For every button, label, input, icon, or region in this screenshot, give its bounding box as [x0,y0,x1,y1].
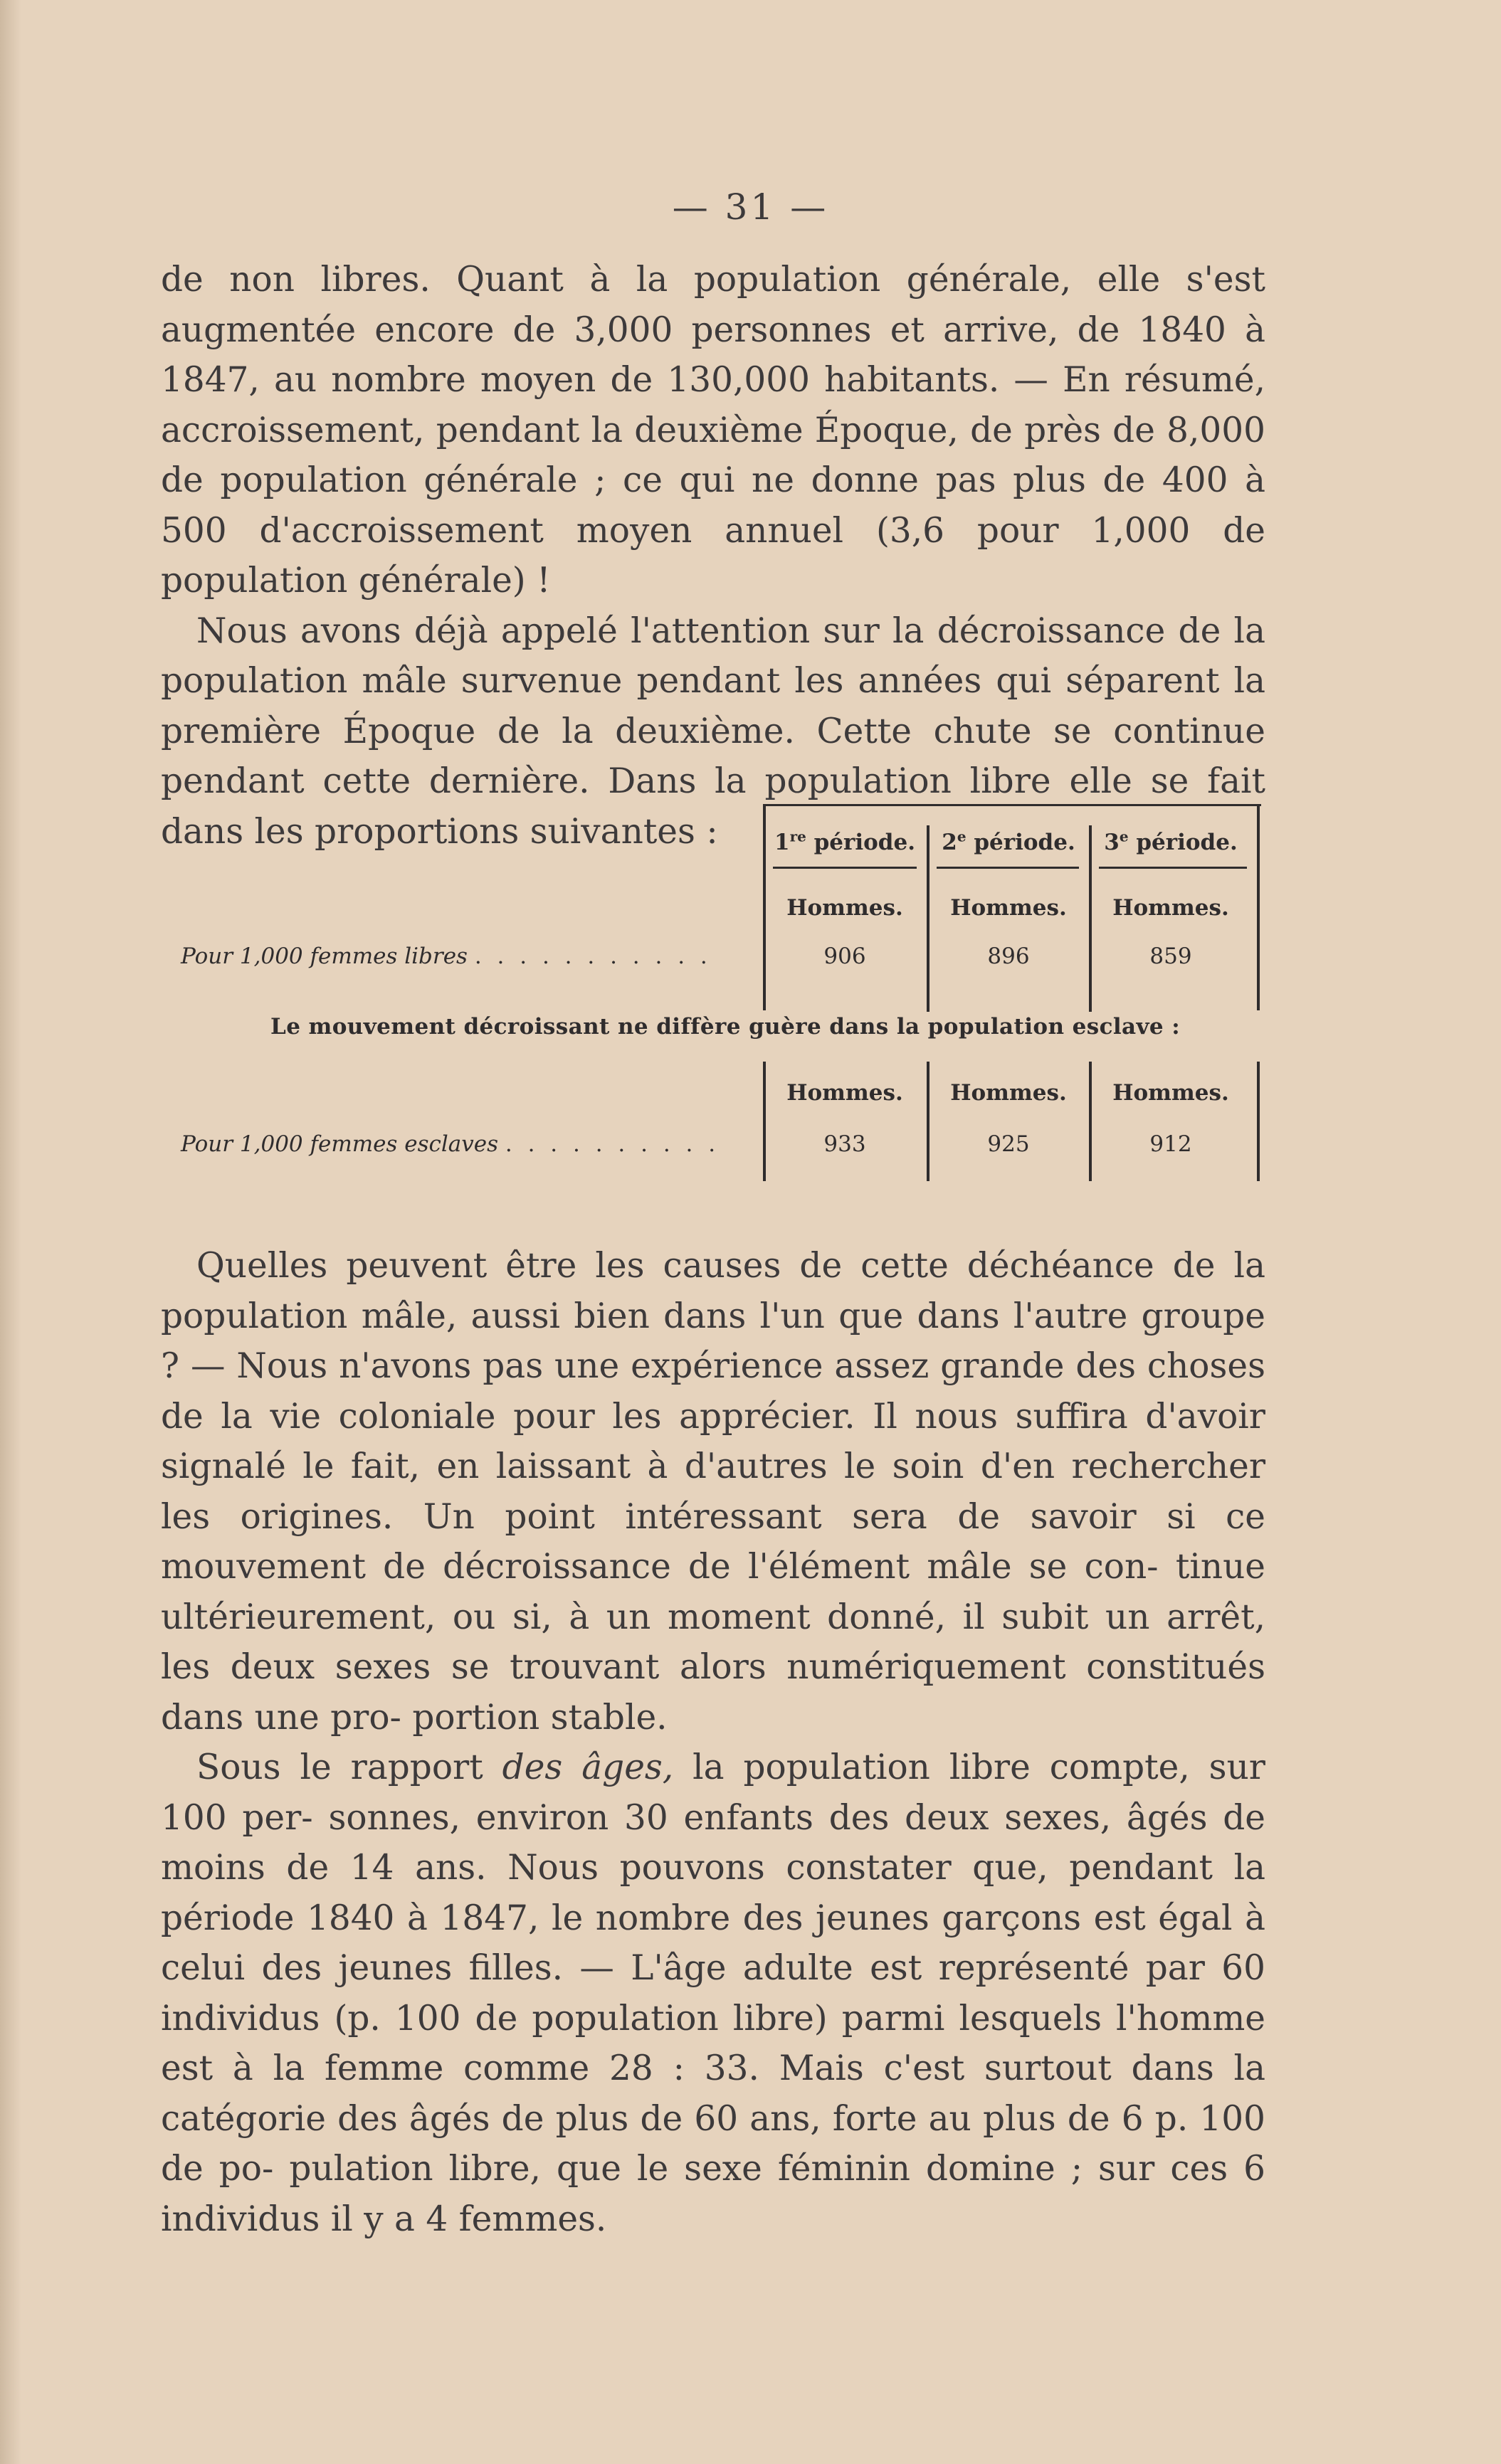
emphasis-text: des âges, [502,1747,674,1787]
value-slave-period-3: 912 [1149,1131,1192,1157]
row-label-free: Pour 1,000 femmes libres . . . . . . . . . . . [181,943,712,969]
text-line: 4 femmes. [426,2199,607,2239]
text-line: Époque, de près de 8,000 de population générale ; ce qui ne donne pas [161,410,1266,500]
text-line: de savoir si ce mouvement de décroissance de l'élément mâle se con- [161,1496,1265,1587]
text-line: d'autres le soin d'en rechercher les origines. Un point intéressant sera [161,1447,1266,1537]
text-line: deux sexes se trouvant alors numériquement constitués dans une pro- [161,1647,1266,1738]
header-period-3: 3e période. [1104,827,1238,855]
text-line: l'homme est à la femme comme 28 : 33. Mais c'est surtout dans la [161,1998,1266,2088]
text-line: portion stable. [412,1697,668,1738]
text-line: population libre elle se fait dans les proportions suivantes : [161,761,1265,852]
page-number: — 31 — [672,186,829,228]
table-vline-right-lower [1257,1062,1260,1181]
text-line: la deuxième. Cette chute se continue pendant cette dernière. Dans la [161,711,1265,801]
value-slave-period-1: 933 [823,1131,866,1157]
paragraph-ages [161,1743,1265,2244]
text-line: de 130,000 habitants. — En résumé, accroissement, pendant la deuxième [161,360,1265,450]
header-underline-2 [937,867,1079,869]
text-line: mâle survenue pendant les années qui séparent la première Époque de [161,661,1266,751]
text-line: Sous le rapport [196,1747,502,1787]
unit-label: Hommes. [950,1080,1067,1106]
text-line: les apprécier. Il nous suffira d'avoir signalé le fait, en laissant à [161,1396,1265,1486]
value-free-period-3: 859 [1149,943,1192,969]
table-vline-right [1257,804,1260,1010]
text-line: de non libres. Quant à la population générale, elle s'est augmentée [161,260,1265,350]
text-block-bottom [161,1241,1265,2244]
paragraph-continuation [161,255,1265,606]
text-line: plus de 400 à 500 d'accroissement moyen annuel (3,6 pour 1,000 de [161,460,1266,551]
text-line: la population libre compte, sur 100 per- [161,1747,1265,1838]
text-line: mâle, aussi bien dans l'un que dans l'autre groupe ? — Nous n'avons [161,1296,1265,1386]
value-free-period-1: 906 [823,943,866,969]
text-line: encore de 3,000 personnes et arrive, de 1840 à 1847, au nombre moyen [161,310,1265,400]
text-line: pulation libre, que le sexe féminin domine ; sur ces 6 individus il y a [161,2149,1265,2239]
text-line: des jeunes garçons est égal à celui des jeunes filles. — L'âge adulte est [161,1898,1265,1988]
unit-label: Hommes. [950,895,1067,921]
text-line: pas une expérience assez grande des choses de la vie coloniale pour [161,1346,1265,1437]
text-line: Nous pouvons constater que, pendant la période 1840 à 1847, le nombre [161,1848,1266,1938]
text-line: sonnes, environ 30 enfants des deux sexes, âgés de moins de 14 ans. [161,1797,1266,1888]
unit-label: Hommes. [1112,895,1229,921]
header-period-2: 2e période. [942,827,1075,855]
table-middle-text: Le mouvement décroissant ne diffère guère dans la population esclave : [270,1014,1181,1040]
page-edge-shading [0,0,21,2464]
unit-label: Hommes. [1112,1080,1229,1106]
header-underline-1 [773,867,917,869]
text-line: représenté par 60 individus (p. 100 de population libre) parmi lesquels [161,1948,1265,2039]
text-line: Nous avons déjà appelé l'attention sur la décroissance de la population [161,610,1265,701]
value-free-period-2: 896 [987,943,1030,969]
value-slave-period-2: 925 [987,1131,1030,1157]
text-line: Quelles peuvent être les causes de cette déchéance de la population [161,1246,1265,1336]
population-table [161,797,1271,1195]
text-line: catégorie des âgés de plus de 60 ans, forte au plus de 6 p. 100 de po- [161,2098,1265,2189]
text-line: tinue ultérieurement, ou si, à un moment donné, il subit un arrêt, les [161,1547,1266,1687]
text-line: population générale) ! [161,561,551,601]
unit-label: Hommes. [786,1080,903,1106]
table-top-border [763,804,1261,806]
paragraph-causes [161,1241,1265,1743]
header-period-1: 1re période. [774,827,915,855]
unit-label: Hommes. [786,895,903,921]
header-underline-3 [1099,867,1247,869]
text-block-top [161,255,1265,857]
row-label-slave: Pour 1,000 femmes esclaves . . . . . . . . . . [181,1131,720,1157]
